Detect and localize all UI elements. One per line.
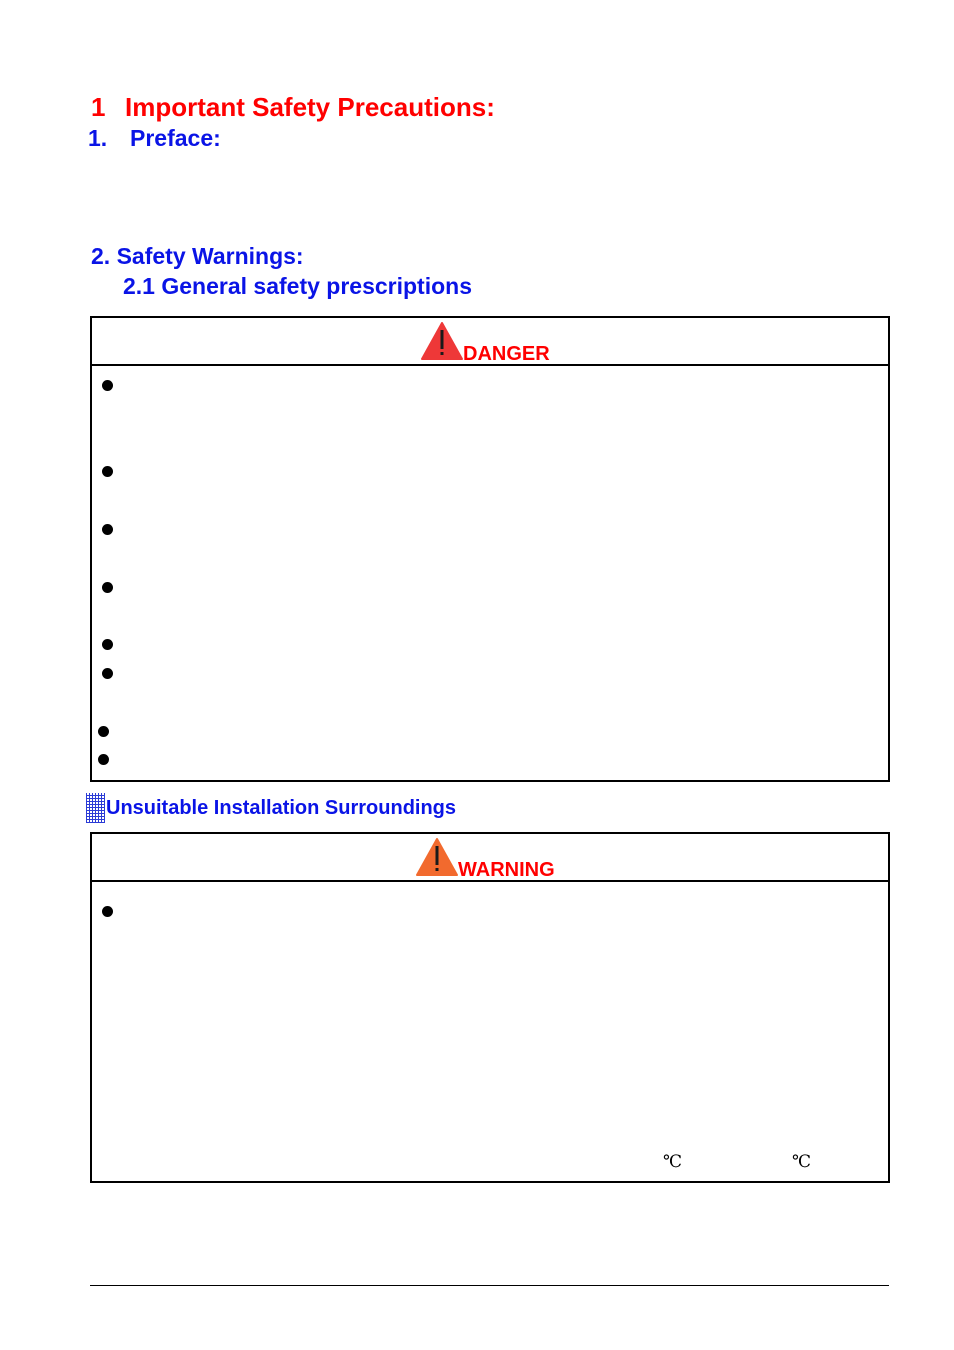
degree-celsius-symbol: ℃ [663, 1152, 683, 1172]
preface-heading [88, 124, 221, 152]
preface-title: Preface: [130, 125, 221, 151]
bullet-point [102, 906, 113, 917]
preface-number: 1. [88, 125, 108, 151]
warning-box-header [92, 834, 888, 882]
warning-triangle-icon [420, 321, 464, 361]
hatched-square-icon [86, 793, 105, 823]
bullet-point [98, 726, 109, 737]
degree-celsius-symbol: ℃ [792, 1152, 812, 1172]
general-safety-heading: 2.1 General safety prescriptions [123, 273, 472, 299]
main-heading-number: 1 [91, 92, 106, 122]
footer-divider [90, 1285, 889, 1286]
warning-label: WARNING [458, 859, 555, 881]
main-heading-title: Important Safety Precautions: [125, 92, 495, 122]
safety-warnings-heading: 2. Safety Warnings: [91, 243, 304, 269]
bullet-point [102, 380, 113, 391]
warning-box [90, 832, 890, 1183]
danger-box [90, 316, 890, 782]
danger-box-header [92, 318, 888, 366]
bullet-point [102, 466, 113, 477]
bullet-point [102, 582, 113, 593]
bullet-point [102, 668, 113, 679]
bullet-point [102, 524, 113, 535]
main-heading [91, 91, 495, 123]
danger-label: DANGER [463, 343, 550, 365]
bullet-point [98, 754, 109, 765]
bullet-point [102, 639, 113, 650]
warning-triangle-icon [415, 837, 459, 877]
unsuitable-installation-title: Unsuitable Installation Surroundings [106, 797, 457, 819]
